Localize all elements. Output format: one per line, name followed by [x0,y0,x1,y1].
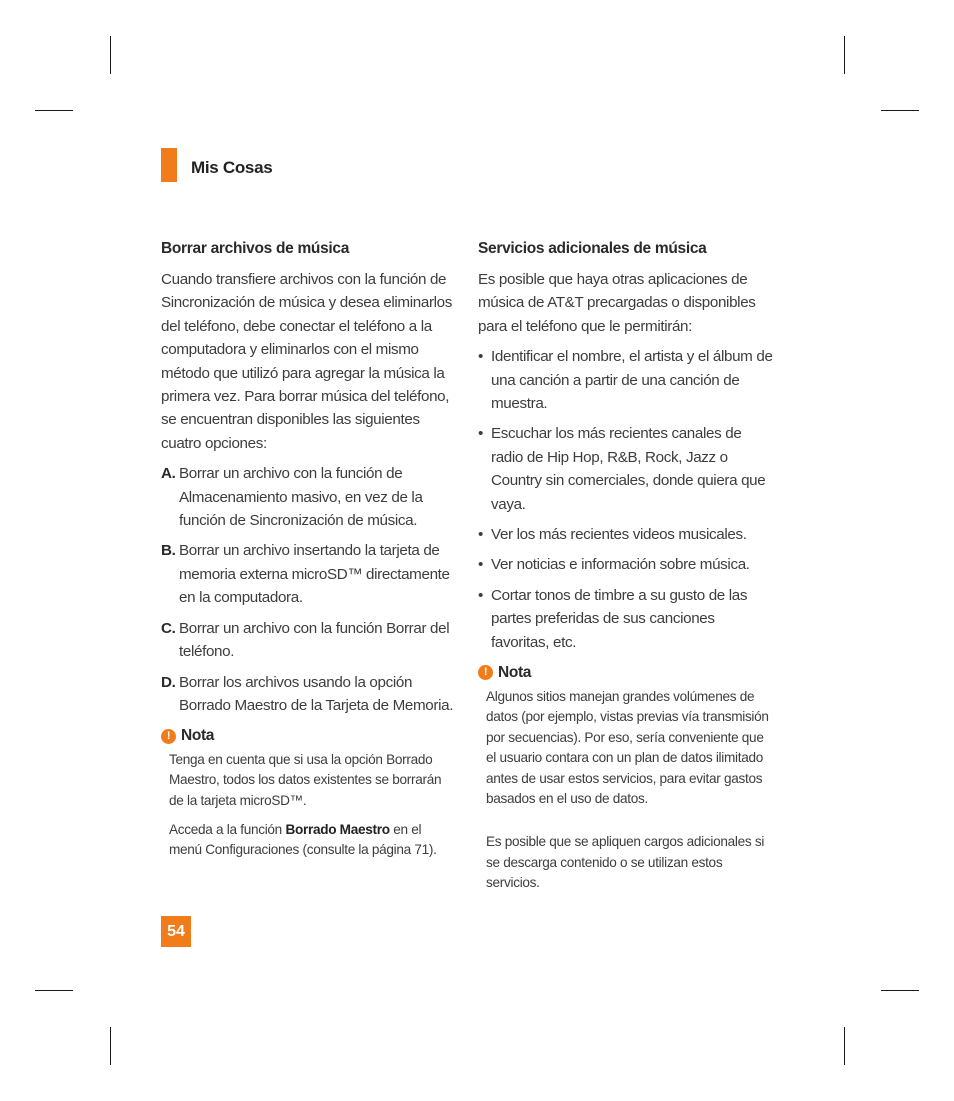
exclamation-circle-icon: ! [161,729,176,744]
list-item [478,345,774,415]
bullet-dot: • [478,526,483,544]
section-accent-bar [161,148,177,182]
right-column [478,238,774,902]
page-number: 54 [161,916,191,947]
option-item [161,539,457,609]
note-text: Acceda a la función [169,821,286,837]
section-title: Mis Cosas [191,158,273,177]
option-text: Borrar los archivos usando la opción Borrado Maestro de la Tarjeta de Memoria. [179,673,454,714]
left-heading: Borrar archivos de música [161,240,350,257]
list-item [478,553,774,576]
list-item-text: Cortar tonos de timbre a su gusto de las partes preferidas de sus canciones favoritas, etc. [491,586,748,651]
list-item [478,422,774,516]
right-intro: Es posible que haya otras aplicaciones de música de AT&T precargadas o disponibles para el teléfono que le permitirán: [478,271,756,335]
note-text: en el menú Configuraciones (consulte la página 71). [169,821,437,858]
right-heading: Servicios adicionales de música [478,240,707,257]
bullet-dot: • [478,425,483,443]
left-column [161,238,457,869]
crop-mark [881,990,919,991]
exclamation-circle-icon: ! [478,665,493,680]
crop-mark [35,990,73,991]
note-title: Nota [181,727,215,745]
crop-mark [110,1027,111,1065]
option-letter: B. [161,542,176,560]
left-intro: Cuando transfiere archivos con la función de Sincronización de música y desea eliminarlos del teléfono, debe conectar el teléfono a la computadora y eliminarlos con el mismo método que utilizó para agregar la música la primera vez. Para borrar música del teléfono, se encuentran disponibles las siguientes cuatro opciones: [161,271,453,452]
crop-mark [844,1027,845,1065]
note-paragraph: Es posible que se apliquen cargos adicionales si se descarga contenido o se utilizan estos servicios. [486,834,765,891]
bullet-dot: • [478,556,483,574]
note-paragraph [169,820,457,861]
list-item [478,584,774,654]
note-body [161,750,457,861]
crop-mark [881,110,919,111]
option-letter: C. [161,619,176,637]
list-item-text: Identificar el nombre, el artista y el álbum de una canción a partir de una canción de muestra. [491,348,773,413]
option-item [161,671,457,718]
note-header [478,661,774,684]
option-text: Borrar un archivo con la función de Almacenamiento masivo, en vez de la función de Sincronización de música. [179,465,423,530]
note-paragraph: Algunos sitios manejan grandes volúmenes de datos (por ejemplo, vistas previas vía transmisión por secuencias). Por eso, sería conveniente que el usuario contara con un plan de datos ilimitado antes de usar estos servicios, para evitar gastos basados en el uso de datos. [486,688,769,807]
option-text: Borrar un archivo insertando la tarjeta de memoria externa microSD™ directamente en la computadora. [179,542,450,607]
note-body [478,687,774,894]
crop-mark [110,36,111,74]
note-paragraph: Tenga en cuenta que si usa la opción Borrado Maestro, todos los datos existentes se borrarán de la tarjeta microSD™. [169,751,442,808]
option-letter: D. [161,673,176,691]
crop-mark [35,110,73,111]
option-text: Borrar un archivo con la función Borrar del teléfono. [179,619,450,661]
note-header [161,724,457,747]
option-item [161,462,457,532]
list-item-text: Ver los más recientes videos musicales. [491,526,747,544]
crop-mark [844,36,845,74]
list-item-text: Ver noticias e información sobre música. [491,556,750,574]
note-title: Nota [498,664,532,682]
bullet-dot: • [478,348,483,366]
bullet-dot: • [478,586,483,604]
option-item [161,617,457,664]
list-item [478,523,774,546]
option-letter: A. [161,465,176,483]
note-bold-term: Borrado Maestro [285,821,390,837]
list-item-text: Escuchar los más recientes canales de radio de Hip Hop, R&B, Rock, Jazz o Country sin comerciales, donde quiera que vaya. [491,425,766,513]
